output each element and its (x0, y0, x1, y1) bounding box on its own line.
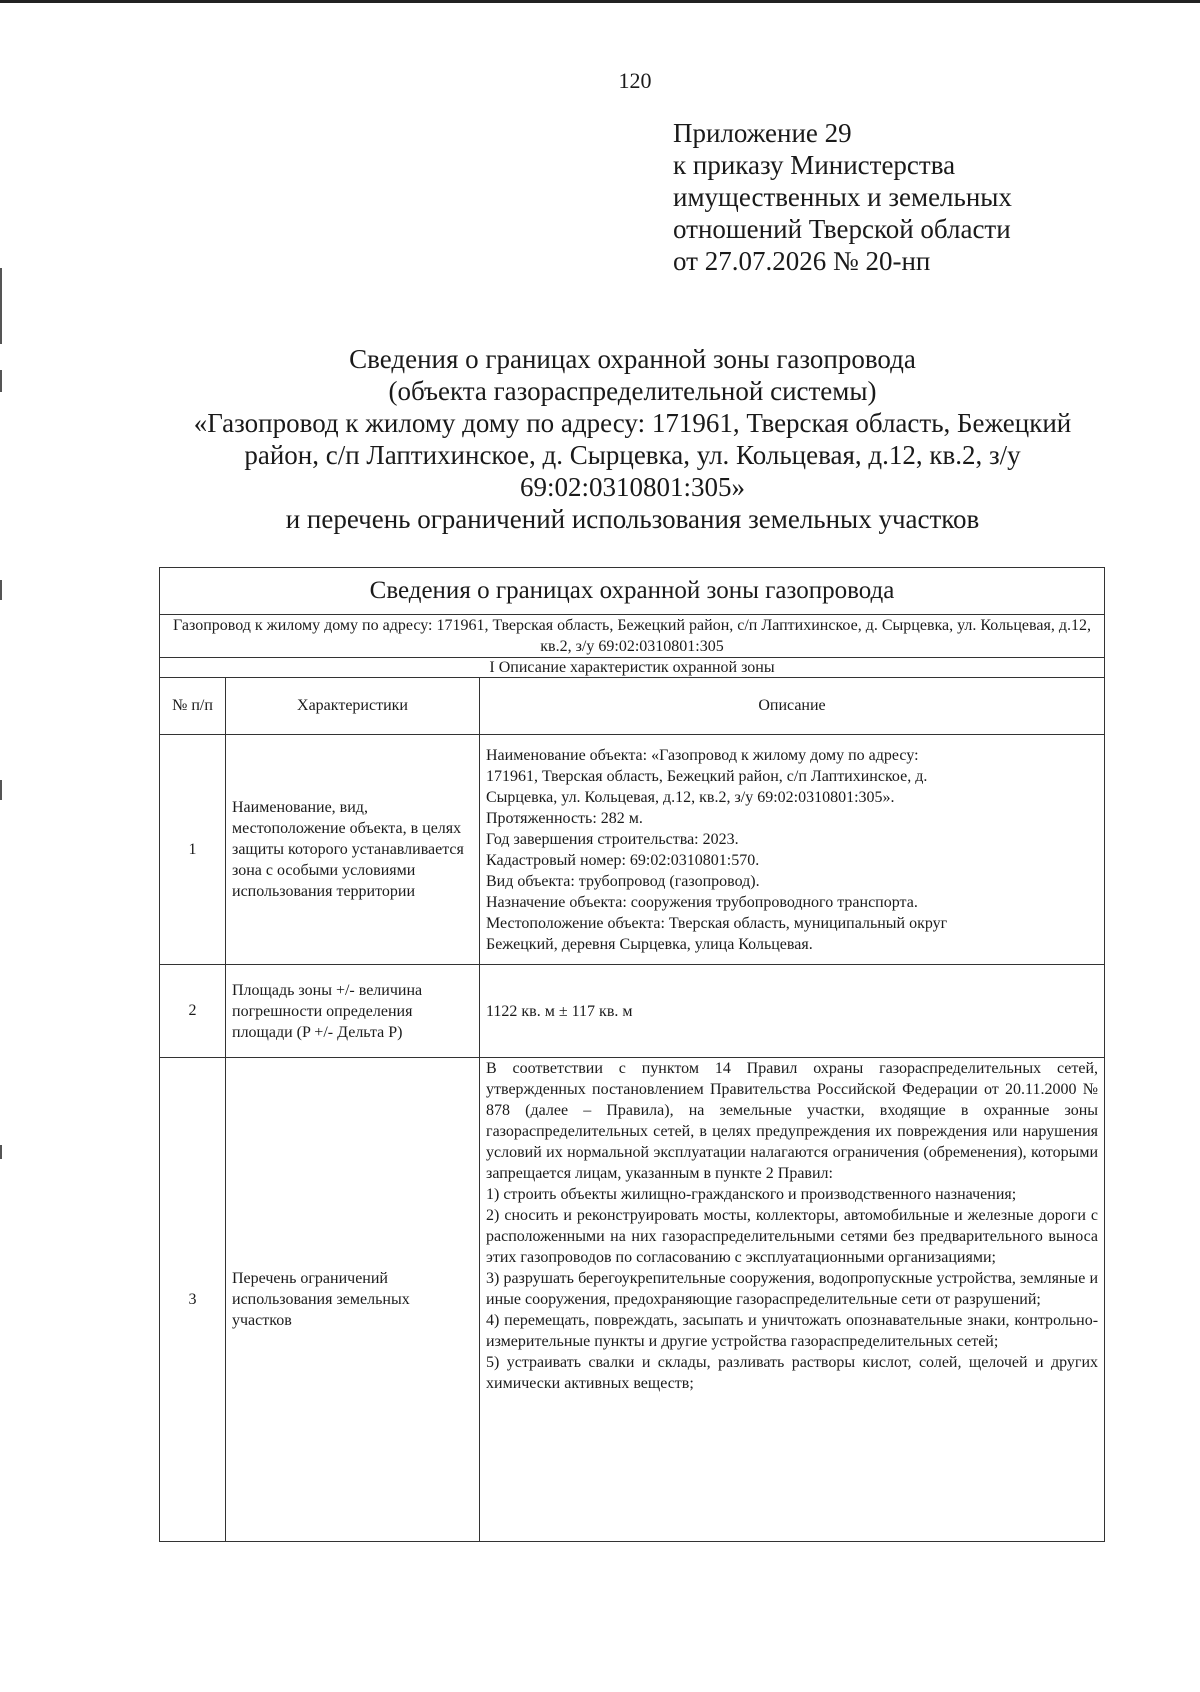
row-characteristic: Площадь зоны +/- величина погрешности определения площади (P +/- Дельта P) (226, 965, 480, 1058)
document-title (160, 343, 1105, 535)
table-row (160, 735, 1105, 965)
appendix-line: имущественных и земельных (673, 182, 1012, 212)
row-description (480, 735, 1105, 965)
header-characteristic: Характеристики (226, 678, 480, 735)
title-line: (объекта газораспределительной системы) (388, 376, 877, 406)
description-line: 171961, Тверская область, Бежецкий район, с/п Лаптихинское, д. (486, 767, 928, 785)
scan-margin-mark (0, 268, 2, 344)
appendix-line: отношений Тверской области (673, 214, 1011, 244)
appendix-line: Приложение 29 (673, 118, 852, 148)
description-line: Протяженность: 282 м. (486, 809, 643, 827)
description-line: Год завершения строительства: 2023. (486, 830, 739, 848)
description-paragraph: В соответствии с пунктом 14 Правил охраны газораспределительных сетей, утвержденных постановлением Правительства Российской Федерации от 20.11.2000 № 878 (далее – Правила), на земельные участки, входящие в охранные зоны газораспределительных сетей, в целях предупреждения их повреждения или нарушения условий их нормальной эксплуатации налагаются ограничения (обременения), которыми запрещается лицам, указанным в пункте 2 Правил: (486, 1060, 1099, 1182)
title-line: «Газопровод к жилому дому по адресу: 171961, Тверская область, Бежецкий (193, 408, 1072, 438)
table-section-heading: I Описание характеристик охранной зоны (160, 658, 1105, 678)
description-line: Кадастровый номер: 69:02:0310801:570. (486, 851, 760, 869)
description-line: Наименование объекта: «Газопровод к жилому дому по адресу: (486, 746, 919, 764)
appendix-line: от 27.07.2026 № 20-нп (673, 246, 931, 276)
description-line: Местоположение объекта: Тверская область, муниципальный округ (486, 914, 948, 932)
row-number: 3 (160, 1058, 226, 1542)
scan-margin-mark (0, 370, 2, 392)
table-title: Сведения о границах охранной зоны газопровода (160, 568, 1105, 615)
row-characteristic: Перечень ограничений использования земельных участков (226, 1058, 480, 1542)
table-header-row (160, 678, 1105, 735)
title-line: и перечень ограничений использования земельных участков (285, 504, 980, 534)
row-number: 1 (160, 735, 226, 965)
description-line: Сырцевка, ул. Кольцевая, д.12, кв.2, з/у 69:02:0310801:305». (486, 788, 895, 806)
header-number: № п/п (160, 678, 226, 735)
table-object-name: Газопровод к жилому дому по адресу: 171961, Тверская область, Бежецкий район, с/п Лаптихинское, д. Сырцевка, ул. Кольцевая, д.12, кв.2, з/у 69:02:0310801:305 (160, 615, 1105, 658)
description-paragraph: 4) перемещать, повреждать, засыпать и уничтожать опознавательные знаки, контрольно-измерительные пункты и другие устройства газораспределительных сетей; (486, 1312, 1099, 1350)
scan-margin-mark (0, 580, 2, 600)
description-paragraph: 5) устраивать свалки и склады, разливать растворы кислот, солей, щелочей и других химически активных веществ; (486, 1354, 1099, 1392)
table-row (160, 965, 1105, 1058)
description-line: Вид объекта: трубопровод (газопровод). (486, 872, 760, 890)
description-line: Бежецкий, деревня Сырцевка, улица Кольцевая. (486, 935, 813, 953)
scan-margin-mark (0, 1145, 2, 1159)
description-line: Назначение объекта: сооружения трубопроводного транспорта. (486, 893, 918, 911)
title-line: район, с/п Лаптихинское, д. Сырцевка, ул. Кольцевая, д.12, кв.2, з/у (244, 440, 1021, 470)
top-border-line (0, 0, 1200, 3)
appendix-block (673, 117, 1012, 277)
description-paragraph: 3) разрушать берегоукрепительные сооружения, водопропускные устройства, земляные и иные сооружения, предохраняющие газораспределительные сети от разрушений; (486, 1270, 1099, 1308)
appendix-line: к приказу Министерства (673, 150, 956, 180)
description-paragraph: 1) строить объекты жилищно-гражданского и производственного назначения; (486, 1186, 1017, 1203)
row-number: 2 (160, 965, 226, 1058)
scan-margin-mark (0, 780, 2, 800)
title-line: Сведения о границах охранной зоны газопровода (349, 344, 916, 374)
header-description: Описание (480, 678, 1105, 735)
title-line: 69:02:0310801:305» (519, 472, 745, 502)
description-paragraph: 2) сносить и реконструировать мосты, коллекторы, автомобильные и железные дороги с расположенными на них газораспределительными сетями без предварительного выноса этих газопроводов по согласованию с эксплуатационными организациями; (486, 1207, 1099, 1266)
row-characteristic: Наименование, вид, местоположение объекта, в целях защиты которого устанавливается зона с особыми условиями использования территории (226, 735, 480, 965)
table-row (160, 1058, 1105, 1542)
row-description: 1122 кв. м ± 117 кв. м (480, 965, 1105, 1058)
row-description (480, 1058, 1105, 1542)
page-number: 120 (618, 68, 652, 93)
zone-info-table (159, 567, 1105, 1542)
